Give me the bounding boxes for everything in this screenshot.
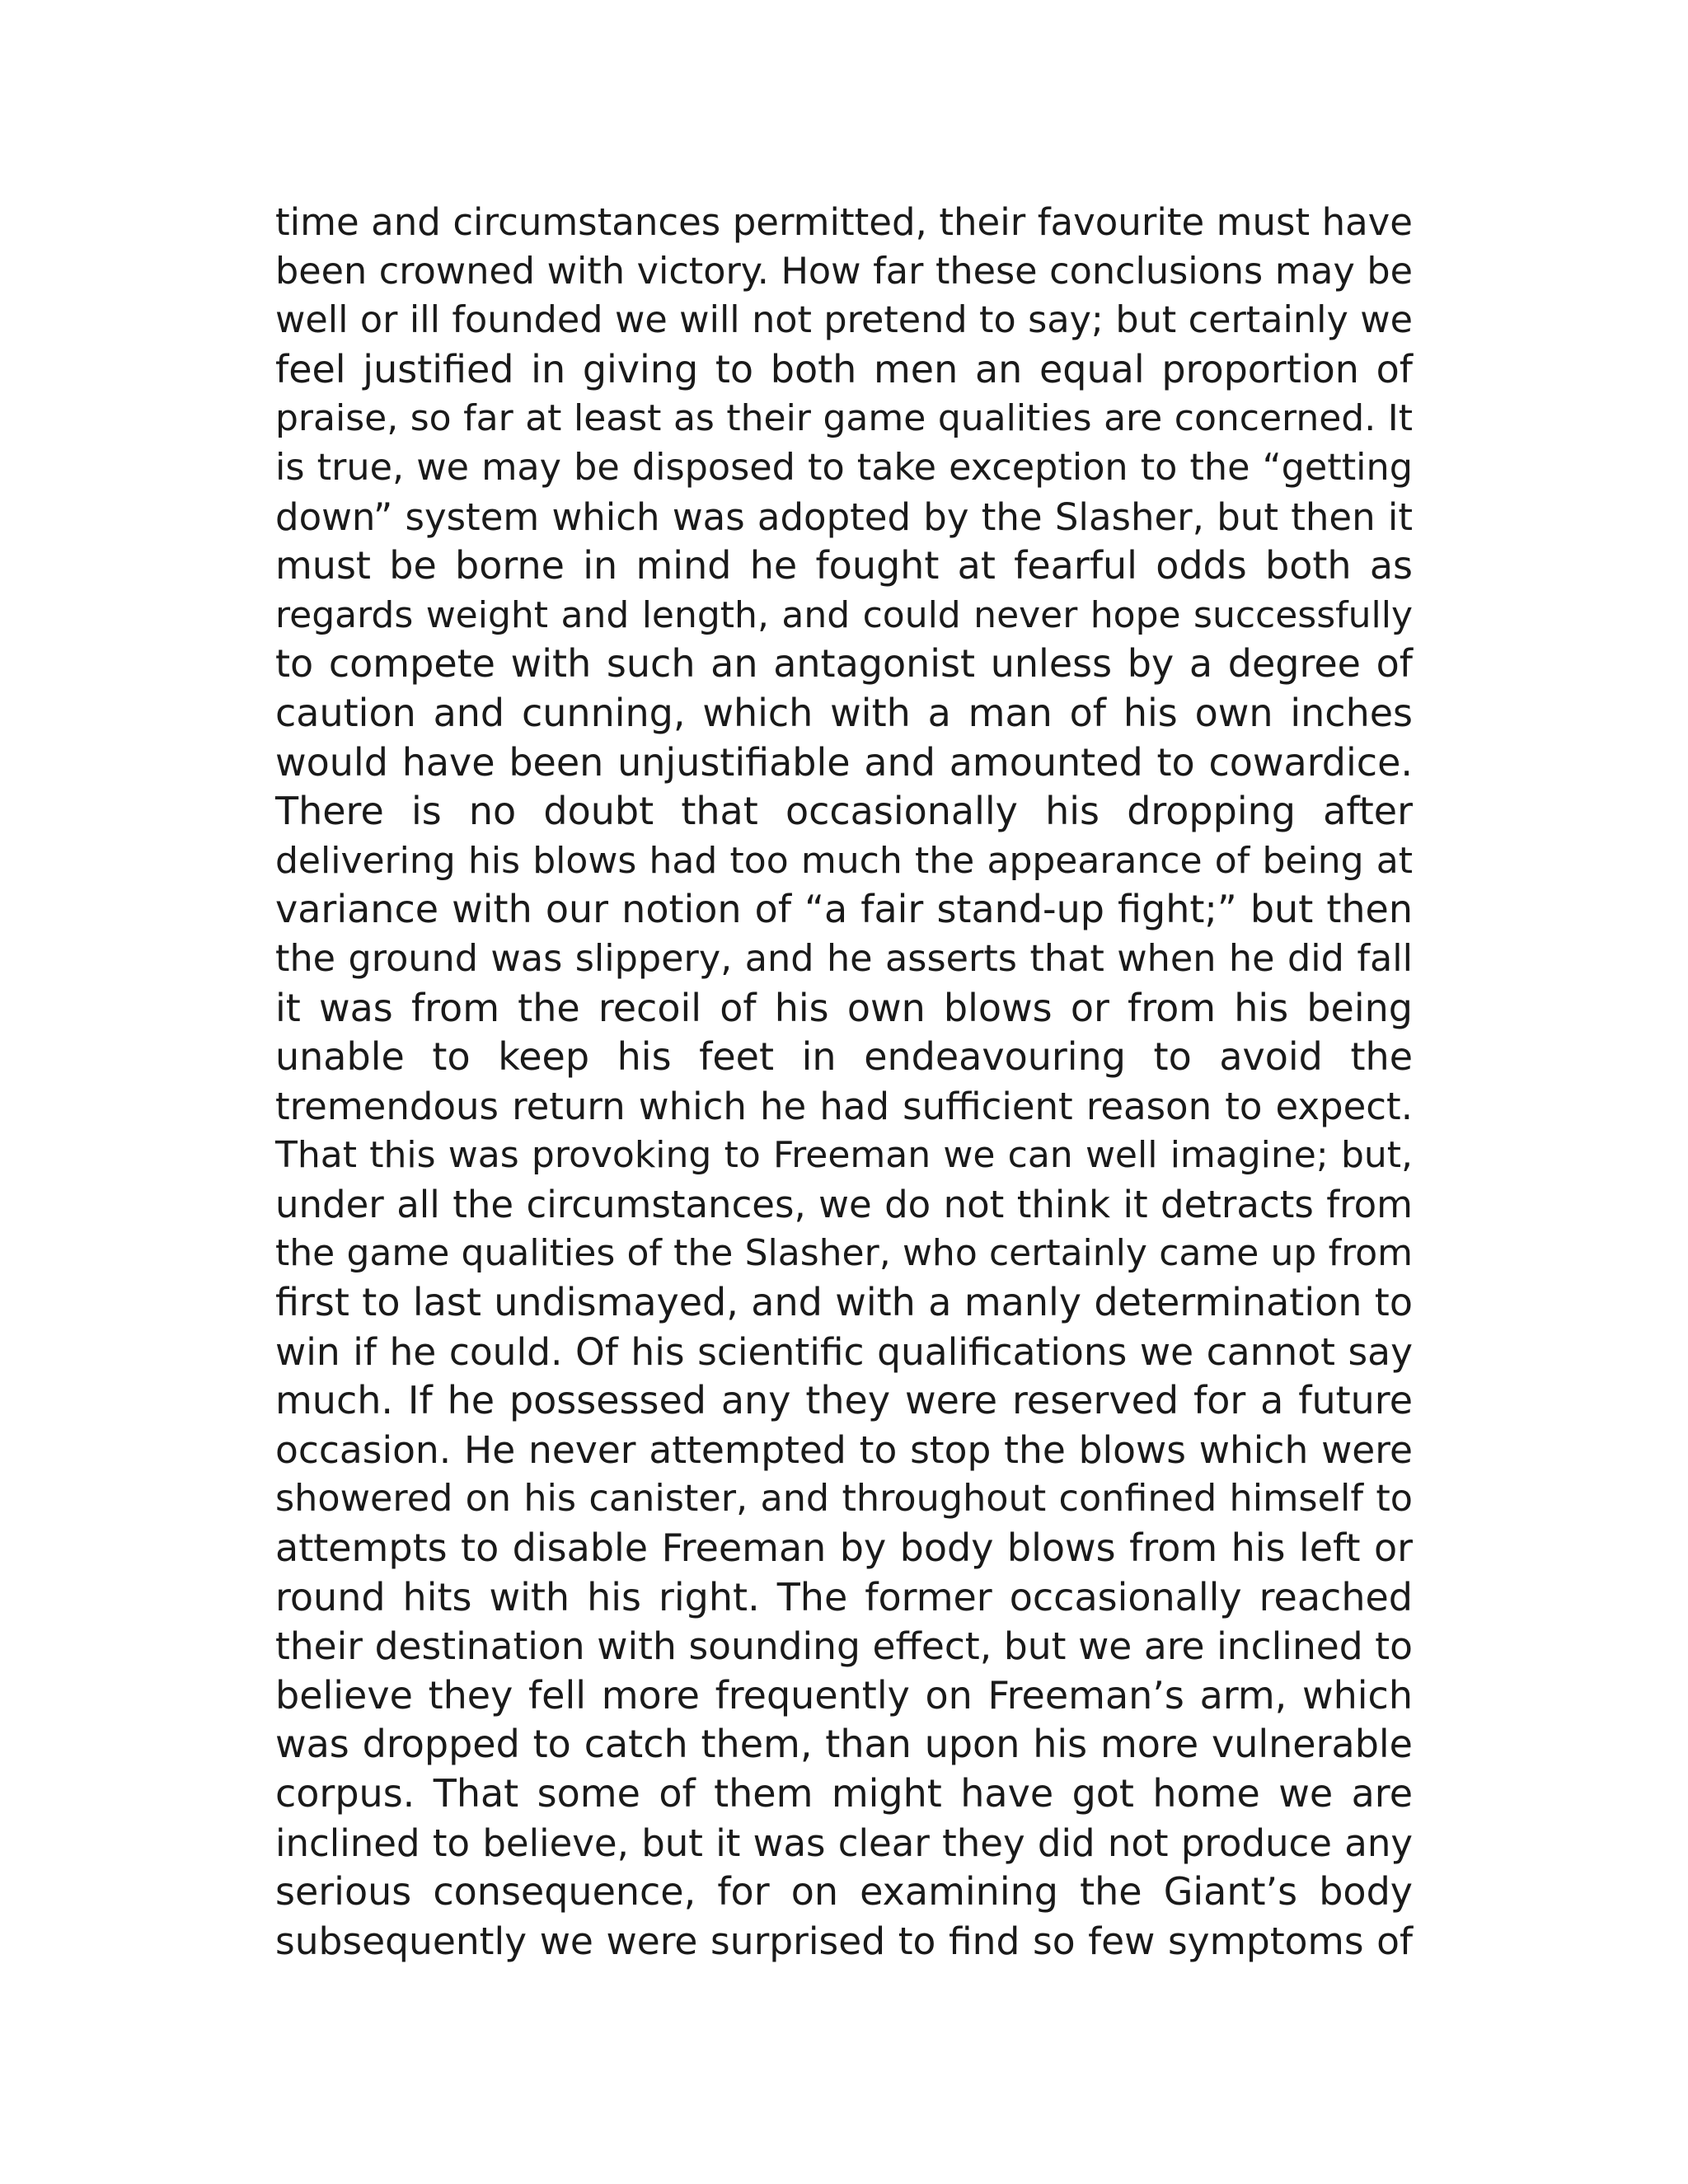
text-line: tremendous return which he had sufficient reason to expect. <box>275 1084 1413 1128</box>
text-line: showered on his canister, and throughout confined himself to <box>275 1478 1413 1521</box>
text-line: regards weight and length, and could never hope successfully <box>275 593 1413 636</box>
text-line: subsequently we were surprised to find so few symptoms of <box>275 1919 1413 1963</box>
text-line: the ground was slippery, and he asserts that when he did fall <box>275 937 1413 980</box>
text-line: first to last undismayed, and with a manly determination to <box>275 1280 1413 1325</box>
text-line: delivering his blows had too much the appearance of being at <box>275 839 1413 882</box>
text-line: That this was provoking to Freeman we can well imagine; but, <box>275 1134 1413 1177</box>
text-line: would have been unjustifiable and amounted to cowardice. <box>275 739 1413 785</box>
text-line: been crowned with victory. How far these conclusions may be <box>275 250 1413 293</box>
text-line: serious consequence, for on examining the Giant’s body <box>275 1869 1413 1915</box>
text-line: time and circumstances permitted, their favourite must have <box>275 200 1413 244</box>
text-line: much. If he possessed any they were reserved for a future <box>275 1378 1413 1423</box>
text-line: the game qualities of the Slasher, who certainly came up from <box>275 1232 1413 1275</box>
body-text <box>275 198 1413 1966</box>
text-line: caution and cunning, which with a man of his own inches <box>275 690 1413 735</box>
text-line: believe they fell more frequently on Freeman’s arm, which <box>275 1672 1413 1718</box>
text-line: There is no doubt that occasionally his dropping after <box>275 789 1413 834</box>
text-line: feel justified in giving to both men an equal proportion of <box>275 346 1413 391</box>
text-line: praise, so far at least as their game qualities are concerned. It <box>275 397 1413 440</box>
text-line: well or ill founded we will not pretend to say; but certainly we <box>275 299 1413 342</box>
text-line: to compete with such an antagonist unless by a degree of <box>275 641 1413 687</box>
text-line: unable to keep his feet in endeavouring to avoid the <box>275 1034 1413 1080</box>
text-line: under all the circumstances, we do not think it detracts from <box>275 1182 1413 1226</box>
text-line: down” system which was adopted by the Slasher, but then it <box>275 494 1413 539</box>
text-line: variance with our notion of “a fair stand-up fight;” but then <box>275 887 1413 932</box>
text-line: round hits with his right. The former occasionally reached <box>275 1574 1413 1619</box>
text-line: it was from the recoil of his own blows or from his being <box>275 985 1413 1030</box>
text-line: was dropped to catch them, than upon his more vulnerable <box>275 1722 1413 1767</box>
text-line: their destination with sounding effect, but we are inclined to <box>275 1624 1413 1669</box>
text-line: occasion. He never attempted to stop the blows which were <box>275 1427 1413 1472</box>
text-line: attempts to disable Freeman by body blows from his left or <box>275 1526 1413 1571</box>
text-line: is true, we may be disposed to take exception to the “getting <box>275 446 1413 489</box>
text-line: win if he could. Of his scientific qualifications we cannot say <box>275 1329 1413 1374</box>
text-line: inclined to believe, but it was clear they did not produce any <box>275 1821 1413 1865</box>
text-line: must be borne in mind he fought at fearful odds both as <box>275 543 1413 588</box>
text-line: corpus. That some of them might have got home we are <box>275 1771 1413 1816</box>
